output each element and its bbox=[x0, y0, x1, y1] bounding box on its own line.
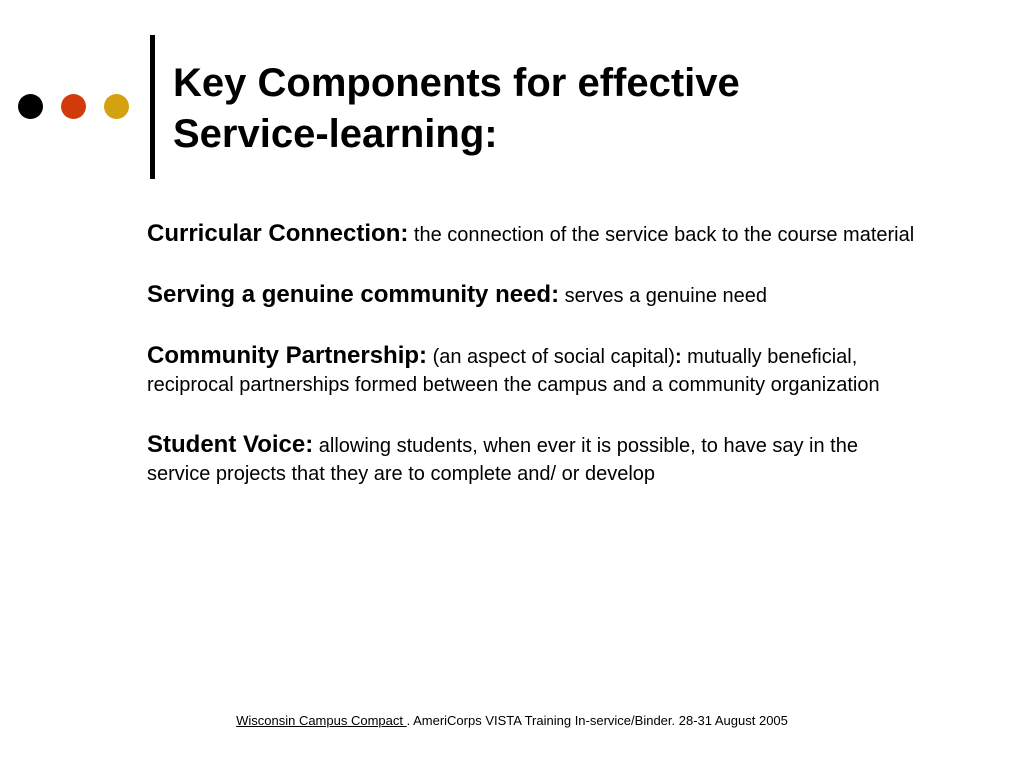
component-description: serves a genuine need bbox=[559, 285, 768, 307]
slide-title-line-1: Key Components for effective bbox=[173, 61, 740, 105]
slide-title bbox=[173, 58, 933, 160]
component-student-voice bbox=[147, 431, 922, 488]
component-note: (an aspect of social capital) bbox=[427, 346, 675, 368]
decorative-dot-black bbox=[18, 94, 43, 119]
slide-body bbox=[147, 220, 922, 488]
title-vertical-rule bbox=[150, 35, 155, 179]
slide-title-line-2: Service-learning: bbox=[173, 112, 498, 156]
footer-source-link[interactable]: Wisconsin Campus Compact bbox=[236, 713, 407, 728]
component-term: Serving a genuine community need: bbox=[147, 281, 560, 308]
component-description: allowing students, when ever it is possible, to have say in the service projects that they are to complete and/ or develop bbox=[147, 435, 858, 485]
component-colon: : bbox=[674, 346, 682, 368]
component-description: mutually beneficial, reciprocal partnerships formed between the campus and a community organization bbox=[147, 346, 880, 396]
decorative-dot-gold bbox=[104, 94, 129, 119]
component-curricular-connection bbox=[147, 220, 922, 249]
component-community-partnership bbox=[147, 342, 922, 399]
component-description: the connection of the service back to the course material bbox=[408, 224, 915, 246]
component-term: Community Partnership: bbox=[147, 342, 428, 369]
decorative-dot-red bbox=[61, 94, 86, 119]
component-term: Curricular Connection: bbox=[147, 220, 409, 247]
component-community-need bbox=[147, 281, 922, 310]
slide-footer bbox=[0, 712, 1024, 730]
component-term: Student Voice: bbox=[147, 431, 314, 458]
footer-citation-text: . AmeriCorps VISTA Training In-service/Binder. 28-31 August 2005 bbox=[406, 713, 788, 728]
